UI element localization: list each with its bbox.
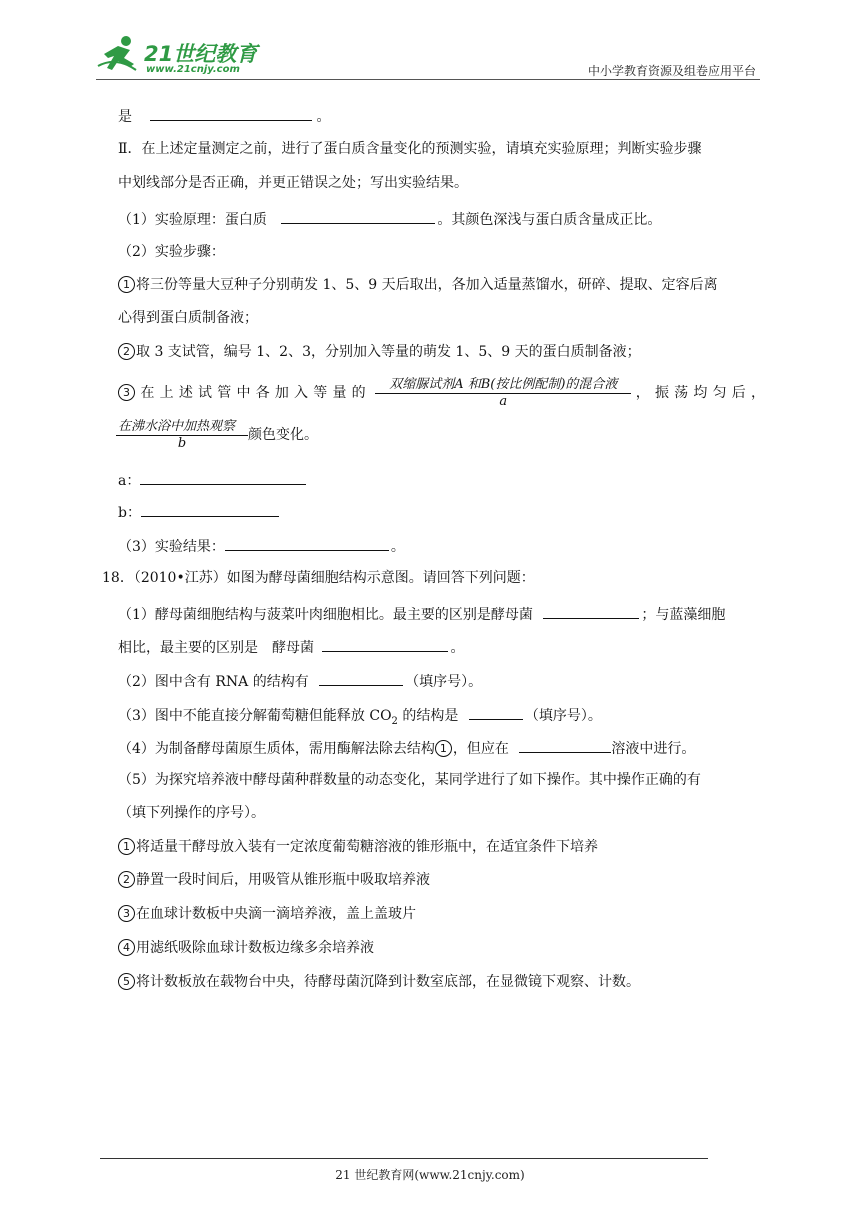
- step-1-cont: 心得到蛋白质制备液；: [118, 310, 258, 326]
- operation-2: 2 静置一段时间后，用吸管从锥形瓶中吸取培养液: [118, 870, 430, 890]
- q18-part-3: （3）图中不能直接分解葡萄糖但能释放 $CO_2$ 的结构是 （填序号）。: [118, 704, 602, 732]
- circled-number: 1: [118, 276, 135, 293]
- result-line: （3）实验结果： 。: [118, 535, 405, 557]
- operation-1: 1 将适量干酵母放入装有一定浓度葡萄糖溶液的锥形瓶中，在适宜条件下培养: [118, 837, 598, 857]
- answer-b-line: b：: [118, 501, 279, 523]
- circled-number: 4: [118, 939, 135, 956]
- q18-part-4: （4）为制备酵母菌原生质体，需用酶解法除去结构 1 ，但应在 溶液中进行。: [118, 737, 695, 759]
- circled-number: 3: [118, 905, 135, 922]
- q18-part-2: （2）图中含有 RNA 的结构有 （填序号）。: [118, 670, 482, 692]
- answer-blank[interactable]: [140, 469, 306, 485]
- page-footer: 21 世纪教育网(www.21cnjy.com): [335, 1168, 525, 1182]
- logo-url: www.21cnjy.com: [146, 64, 240, 75]
- footer-divider: [100, 1158, 708, 1159]
- answer-blank[interactable]: [519, 737, 611, 753]
- site-logo: [96, 34, 266, 78]
- answer-blank[interactable]: [543, 603, 639, 619]
- step-3-line: 3 在上述试管中各加入等量的 $\frac{\text{双缩脲试剂A 和B(按比例配制)的混合液}}{a}$ ，振荡均匀后，: [118, 375, 770, 411]
- q18-part-5-cont: （填下列操作的序号）。: [118, 805, 265, 821]
- operation-3: 3 在血球计数板中央滴一滴培养液，盖上盖玻片: [118, 904, 416, 924]
- paragraph-line: Ⅱ．在上述定量测定之前，进行了蛋白质含量变化的预测实验，请填充实验原理；判断实验步骤: [118, 141, 702, 157]
- page-header: [0, 0, 860, 82]
- circled-number: 1: [118, 838, 135, 855]
- question-18-title: 18．（2010•江苏）如图为酵母菌细胞结构示意图。请回答下列问题：: [102, 570, 535, 586]
- fraction-annotation: $\frac{\text{双缩脲试剂A 和B(按比例配制)的混合液}}{a}$: [375, 376, 631, 410]
- q18-part-1-cont: 相比，最主要的区别是 酵母菌 。: [118, 636, 464, 658]
- answer-line: 是 。: [118, 105, 330, 127]
- fraction-annotation: $\frac{\text{在沸水浴中加热观察}}{b}$: [116, 418, 248, 452]
- logo-text: 21世纪教育: [144, 42, 258, 66]
- q18-part-1: （1）酵母菌细胞结构与菠菜叶肉细胞相比。最主要的区别是酵母菌 ；与蓝藻细胞: [118, 603, 725, 625]
- circled-number: 1: [435, 740, 452, 757]
- step-3-cont: $\frac{\text{在沸水浴中加热观察}}{b}$ 颜色变化。: [118, 419, 318, 451]
- answer-blank[interactable]: [319, 670, 403, 686]
- step-2-line: 2 取 3 支试管，编号 1、2、3，分别加入等量的萌发 1、5、9 天的蛋白质制备液；: [118, 342, 641, 362]
- q18-part-5: （5）为探究培养液中酵母菌种群数量的动态变化，某同学进行了如下操作。其中操作正确的有: [118, 772, 701, 788]
- operation-5: 5 将计数板放在载物台中央，待酵母菌沉降到计数室底部，在显微镜下观察、计数。: [118, 972, 640, 992]
- circled-number: 2: [118, 871, 135, 888]
- circled-number: 3: [118, 384, 135, 401]
- circled-number: 2: [118, 343, 135, 360]
- platform-name: 中小学教育资源及组卷应用平台: [587, 64, 756, 78]
- answer-blank[interactable]: [141, 501, 279, 517]
- answer-blank[interactable]: [322, 636, 448, 652]
- header-divider: [96, 79, 760, 80]
- answer-blank[interactable]: [225, 535, 389, 551]
- answer-blank[interactable]: [281, 208, 435, 224]
- step-1-line: 1 将三份等量大豆种子分别萌发 1、5、9 天后取出，各加入适量蒸馏水，研碎、提取、定容后离: [118, 275, 718, 295]
- operation-4: 4 用滤纸吸除血球计数板边缘多余培养液: [118, 938, 374, 958]
- paragraph-line: 中划线部分是否正确，并更正错误之处；写出实验结果。: [118, 175, 468, 191]
- answer-blank[interactable]: [150, 105, 312, 121]
- answer-a-line: a：: [118, 469, 306, 491]
- runner-logo-icon: [96, 34, 144, 74]
- circled-number: 5: [118, 973, 135, 990]
- principle-line: （1）实验原理：蛋白质 。其颜色深浅与蛋白质含量成正比。: [118, 208, 661, 230]
- steps-heading: （2）实验步骤：: [118, 244, 225, 260]
- answer-blank[interactable]: [469, 704, 523, 720]
